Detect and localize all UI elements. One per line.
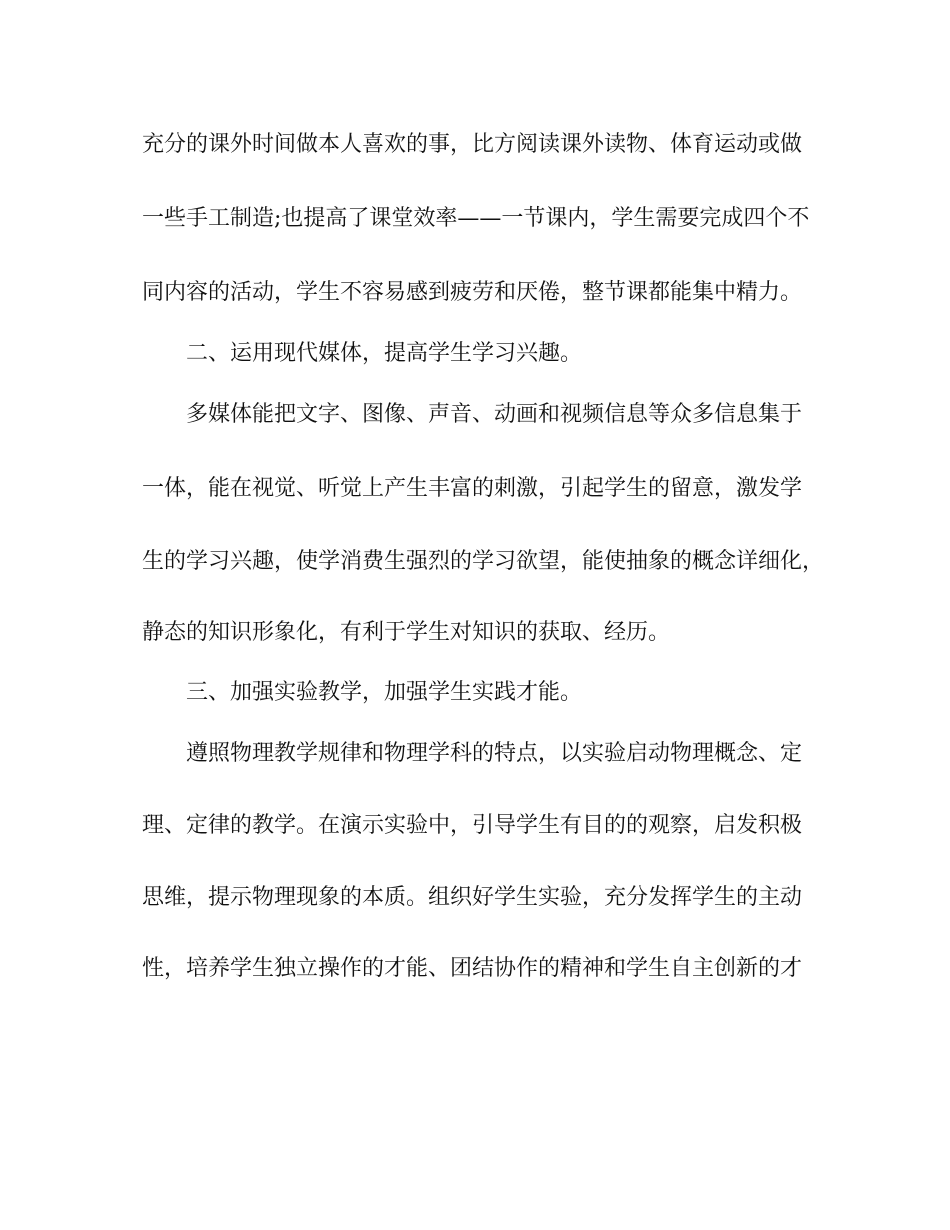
paragraph-line: 一些手工制造;也提高了课堂效率——一节课内，学生需要完成四个不 [142,206,810,231]
paragraph-line: 性，培养学生独立操作的才能、团结协作的精神和学生自主创新的才 [142,956,803,981]
section-heading: 二、运用现代媒体，提高学生学习兴趣。 [186,341,583,366]
paragraph-line: 同内容的活动，学生不容易感到疲劳和厌倦，整节课都能集中精力。 [142,280,803,305]
paragraph-line: 思维，提示物理现象的本质。组织好学生实验，充分发挥学生的主动 [142,885,803,910]
paragraph-line: 遵照物理教学规律和物理学科的特点，以实验启动物理概念、定 [186,741,803,766]
paragraph-line: 多媒体能把文字、图像、声音、动画和视频信息等众多信息集于 [186,402,803,427]
section-heading: 三、加强实验教学，加强学生实践才能。 [186,680,583,705]
paragraph-line: 生的学习兴趣，使学消费生强烈的学习欲望，能使抽象的概念详细化， [142,549,825,574]
paragraph-line: 一体，能在视觉、听觉上产生丰富的刺激，引起学生的留意，激发学 [142,476,803,501]
paragraph-line: 理、定律的教学。在演示实验中，引导学生有目的的观察，启发积极 [142,813,803,838]
paragraph-line: 静态的知识形象化，有利于学生对知识的获取、经历。 [142,620,671,645]
paragraph-line: 充分的课外时间做本人喜欢的事，比方阅读课外读物、体育运动或做 [142,132,803,157]
